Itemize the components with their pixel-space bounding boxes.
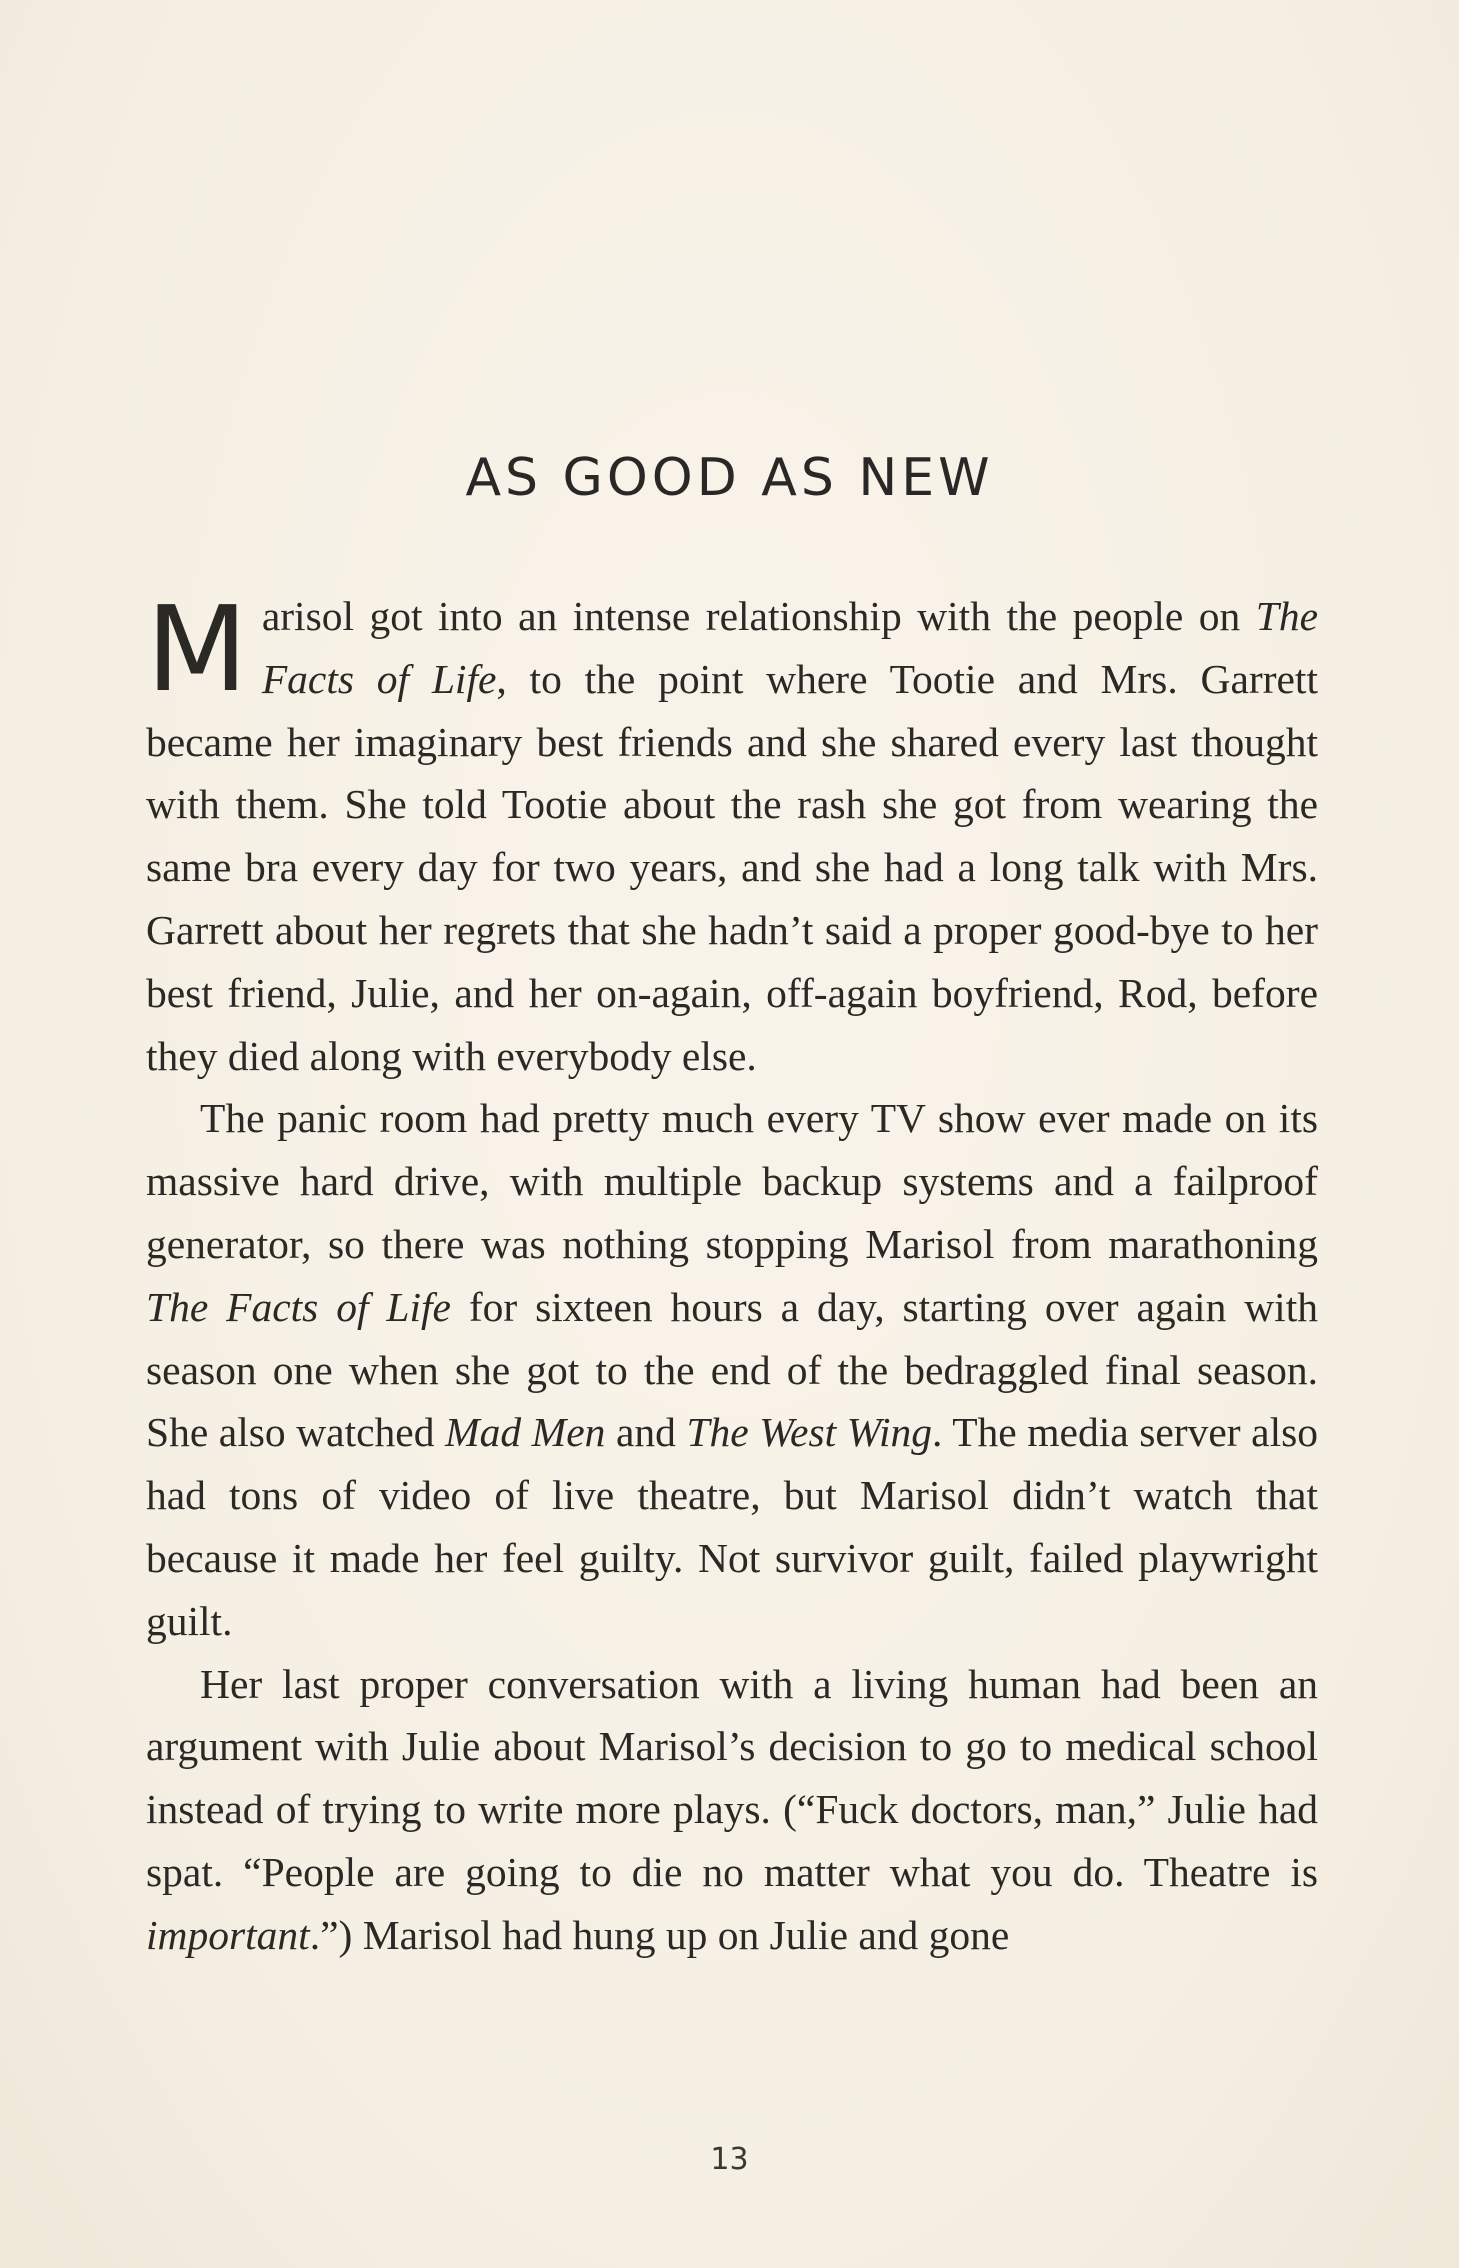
text-segment: arisol got into an intense relationship with the people on: [261, 593, 1256, 639]
text-segment: for sixteen hours a day, starting over again with season one when she got to the end of the bedraggled final season. She also watched: [146, 1283, 1318, 1456]
chapter-body: [146, 580, 1319, 1967]
paragraph-2: [146, 1087, 1318, 1652]
italic-title: Mad Men: [445, 1409, 606, 1456]
paragraph-1: [146, 580, 1318, 1087]
text-segment: The panic room had pretty much every TV show ever made on its massive hard drive, with multiple backup systems and a failproof generator, so there was nothing stopping Marisol from marathoning: [146, 1095, 1318, 1267]
italic-emphasis: important: [146, 1911, 310, 1958]
text-segment: , to the point where Tootie and Mrs. Garrett became her imaginary best friends and she shared every last thought with them. She told Tootie about the rash she got from wearing the same bra every day for two years, and she had a long talk with Mrs. Garrett about her regrets that she hadn’t said a proper good-bye to her best friend, Julie, and her on-again, off-again boyfriend, Rod, before they died along with everybody else.: [146, 655, 1318, 1079]
page-number: 13: [710, 2142, 749, 2177]
text-segment: Her last proper conversation with a living human had been an argument with Julie about Marisol’s decision to go to medical school instead of trying to write more plays. (“Fuck doctors, man,” Julie had spat. “People are going to die no matter what you do. Theatre is: [146, 1660, 1318, 1895]
paragraph-3: [146, 1653, 1318, 1967]
text-segment: . The media server also had tons of video of live theatre, but Marisol didn’t watch that because it made her feel guilty. Not survivor guilt, failed playwright guilt.: [146, 1409, 1319, 1644]
text-segment: .”) Marisol had hung up on Julie and gone: [309, 1911, 1010, 1958]
italic-title: The West Wing: [686, 1409, 933, 1456]
text-segment: and: [605, 1409, 687, 1456]
drop-cap: M: [146, 580, 248, 718]
italic-title: The Facts of Life: [146, 1283, 451, 1330]
chapter-title: AS GOOD AS NEW: [465, 448, 994, 508]
italic-title: The Facts of Life: [261, 593, 1318, 702]
